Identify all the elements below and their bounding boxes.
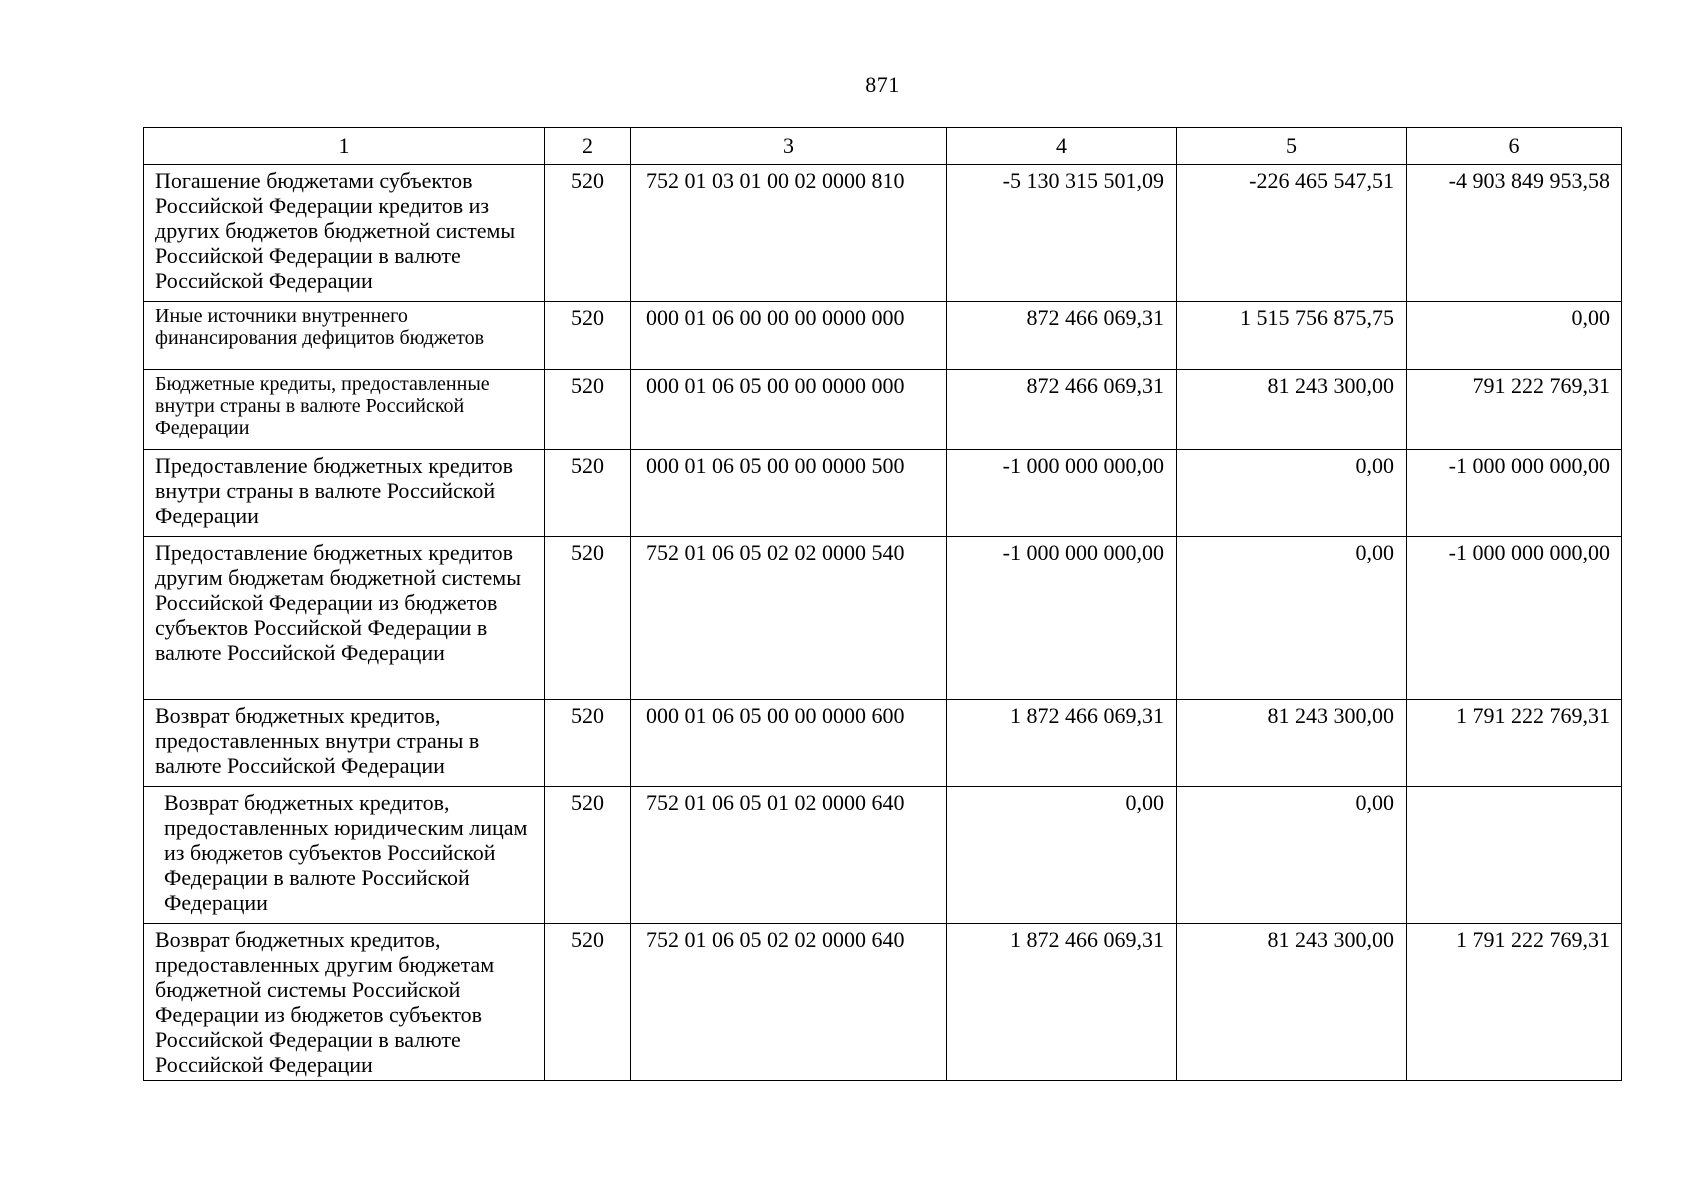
column-6-value: -1 000 000 000,00 [1407, 537, 1622, 700]
admin-code-cell: 520 [545, 924, 631, 1081]
admin-code-cell: 520 [545, 370, 631, 450]
budget-code-cell: 752 01 06 05 02 02 0000 540 [631, 537, 947, 700]
column-6-value: 791 222 769,31 [1407, 370, 1622, 450]
table-row [144, 700, 1622, 787]
column-4-value: 872 466 069,31 [947, 370, 1177, 450]
table-row [144, 302, 1622, 370]
table-row [144, 370, 1622, 450]
budget-code-cell: 000 01 06 05 00 00 0000 600 [631, 700, 947, 787]
budget-code-cell: 000 01 06 05 00 00 0000 500 [631, 450, 947, 537]
column-6-value: 1 791 222 769,31 [1407, 924, 1622, 1081]
row-name-cell: Бюджетные кредиты, предоставленные внутри страны в валюте Российской Федерации [144, 370, 545, 450]
column-4-value: 1 872 466 069,31 [947, 700, 1177, 787]
column-5-value: 81 243 300,00 [1177, 370, 1407, 450]
budget-code-cell: 752 01 06 05 02 02 0000 640 [631, 924, 947, 1081]
admin-code-cell: 520 [545, 302, 631, 370]
column-header: 3 [631, 128, 947, 165]
budget-code-cell: 000 01 06 05 00 00 0000 000 [631, 370, 947, 450]
row-name-cell: Возврат бюджетных кредитов, предоставленных другим бюджетам бюджетной системы Российской Федерации из бюджетов субъектов Российской Федерации в валюте Российской Федерации [144, 924, 545, 1081]
budget-sources-table [143, 127, 1622, 1081]
column-4-value: -5 130 315 501,09 [947, 165, 1177, 302]
column-header: 1 [144, 128, 545, 165]
column-header: 6 [1407, 128, 1622, 165]
table-row [144, 924, 1622, 1081]
row-name-cell: Возврат бюджетных кредитов, предоставленных юридическим лицам из бюджетов субъектов Российской Федерации в валюте Российской Федерации [144, 787, 545, 924]
column-4-value: 1 872 466 069,31 [947, 924, 1177, 1081]
row-name-cell: Предоставление бюджетных кредитов внутри страны в валюте Российской Федерации [144, 450, 545, 537]
budget-code-cell: 752 01 06 05 01 02 0000 640 [631, 787, 947, 924]
column-4-value: -1 000 000 000,00 [947, 450, 1177, 537]
column-6-value: 1 791 222 769,31 [1407, 700, 1622, 787]
column-4-value: 0,00 [947, 787, 1177, 924]
table-header-row [144, 128, 1622, 165]
column-4-value: 872 466 069,31 [947, 302, 1177, 370]
column-6-value [1407, 787, 1622, 924]
table-row [144, 165, 1622, 302]
admin-code-cell: 520 [545, 787, 631, 924]
row-name-cell: Погашение бюджетами субъектов Российской Федерации кредитов из других бюджетов бюджетной системы Российской Федерации в валюте Российской Федерации [144, 165, 545, 302]
table-row [144, 537, 1622, 700]
admin-code-cell: 520 [545, 165, 631, 302]
admin-code-cell: 520 [545, 537, 631, 700]
column-6-value: 0,00 [1407, 302, 1622, 370]
column-5-value: 0,00 [1177, 537, 1407, 700]
budget-code-cell: 000 01 06 00 00 00 0000 000 [631, 302, 947, 370]
budget-code-cell: 752 01 03 01 00 02 0000 810 [631, 165, 947, 302]
column-5-value: 0,00 [1177, 450, 1407, 537]
row-name-cell: Иные источники внутреннего финансирования дефицитов бюджетов [144, 302, 545, 370]
column-6-value: -4 903 849 953,58 [1407, 165, 1622, 302]
row-name-cell: Предоставление бюджетных кредитов другим бюджетам бюджетной системы Российской Федерации из бюджетов субъектов Российской Федерации в валюте Российской Федерации [144, 537, 545, 700]
row-name-cell: Возврат бюджетных кредитов, предоставленных внутри страны в валюте Российской Федерации [144, 700, 545, 787]
column-5-value: 1 515 756 875,75 [1177, 302, 1407, 370]
column-6-value: -1 000 000 000,00 [1407, 450, 1622, 537]
column-5-value: 81 243 300,00 [1177, 924, 1407, 1081]
column-header: 5 [1177, 128, 1407, 165]
admin-code-cell: 520 [545, 700, 631, 787]
page-number: 871 [865, 72, 900, 97]
table-row [144, 450, 1622, 537]
column-5-value: 0,00 [1177, 787, 1407, 924]
table-row [144, 787, 1622, 924]
column-header: 2 [545, 128, 631, 165]
column-5-value: -226 465 547,51 [1177, 165, 1407, 302]
column-4-value: -1 000 000 000,00 [947, 537, 1177, 700]
column-5-value: 81 243 300,00 [1177, 700, 1407, 787]
column-header: 4 [947, 128, 1177, 165]
admin-code-cell: 520 [545, 450, 631, 537]
